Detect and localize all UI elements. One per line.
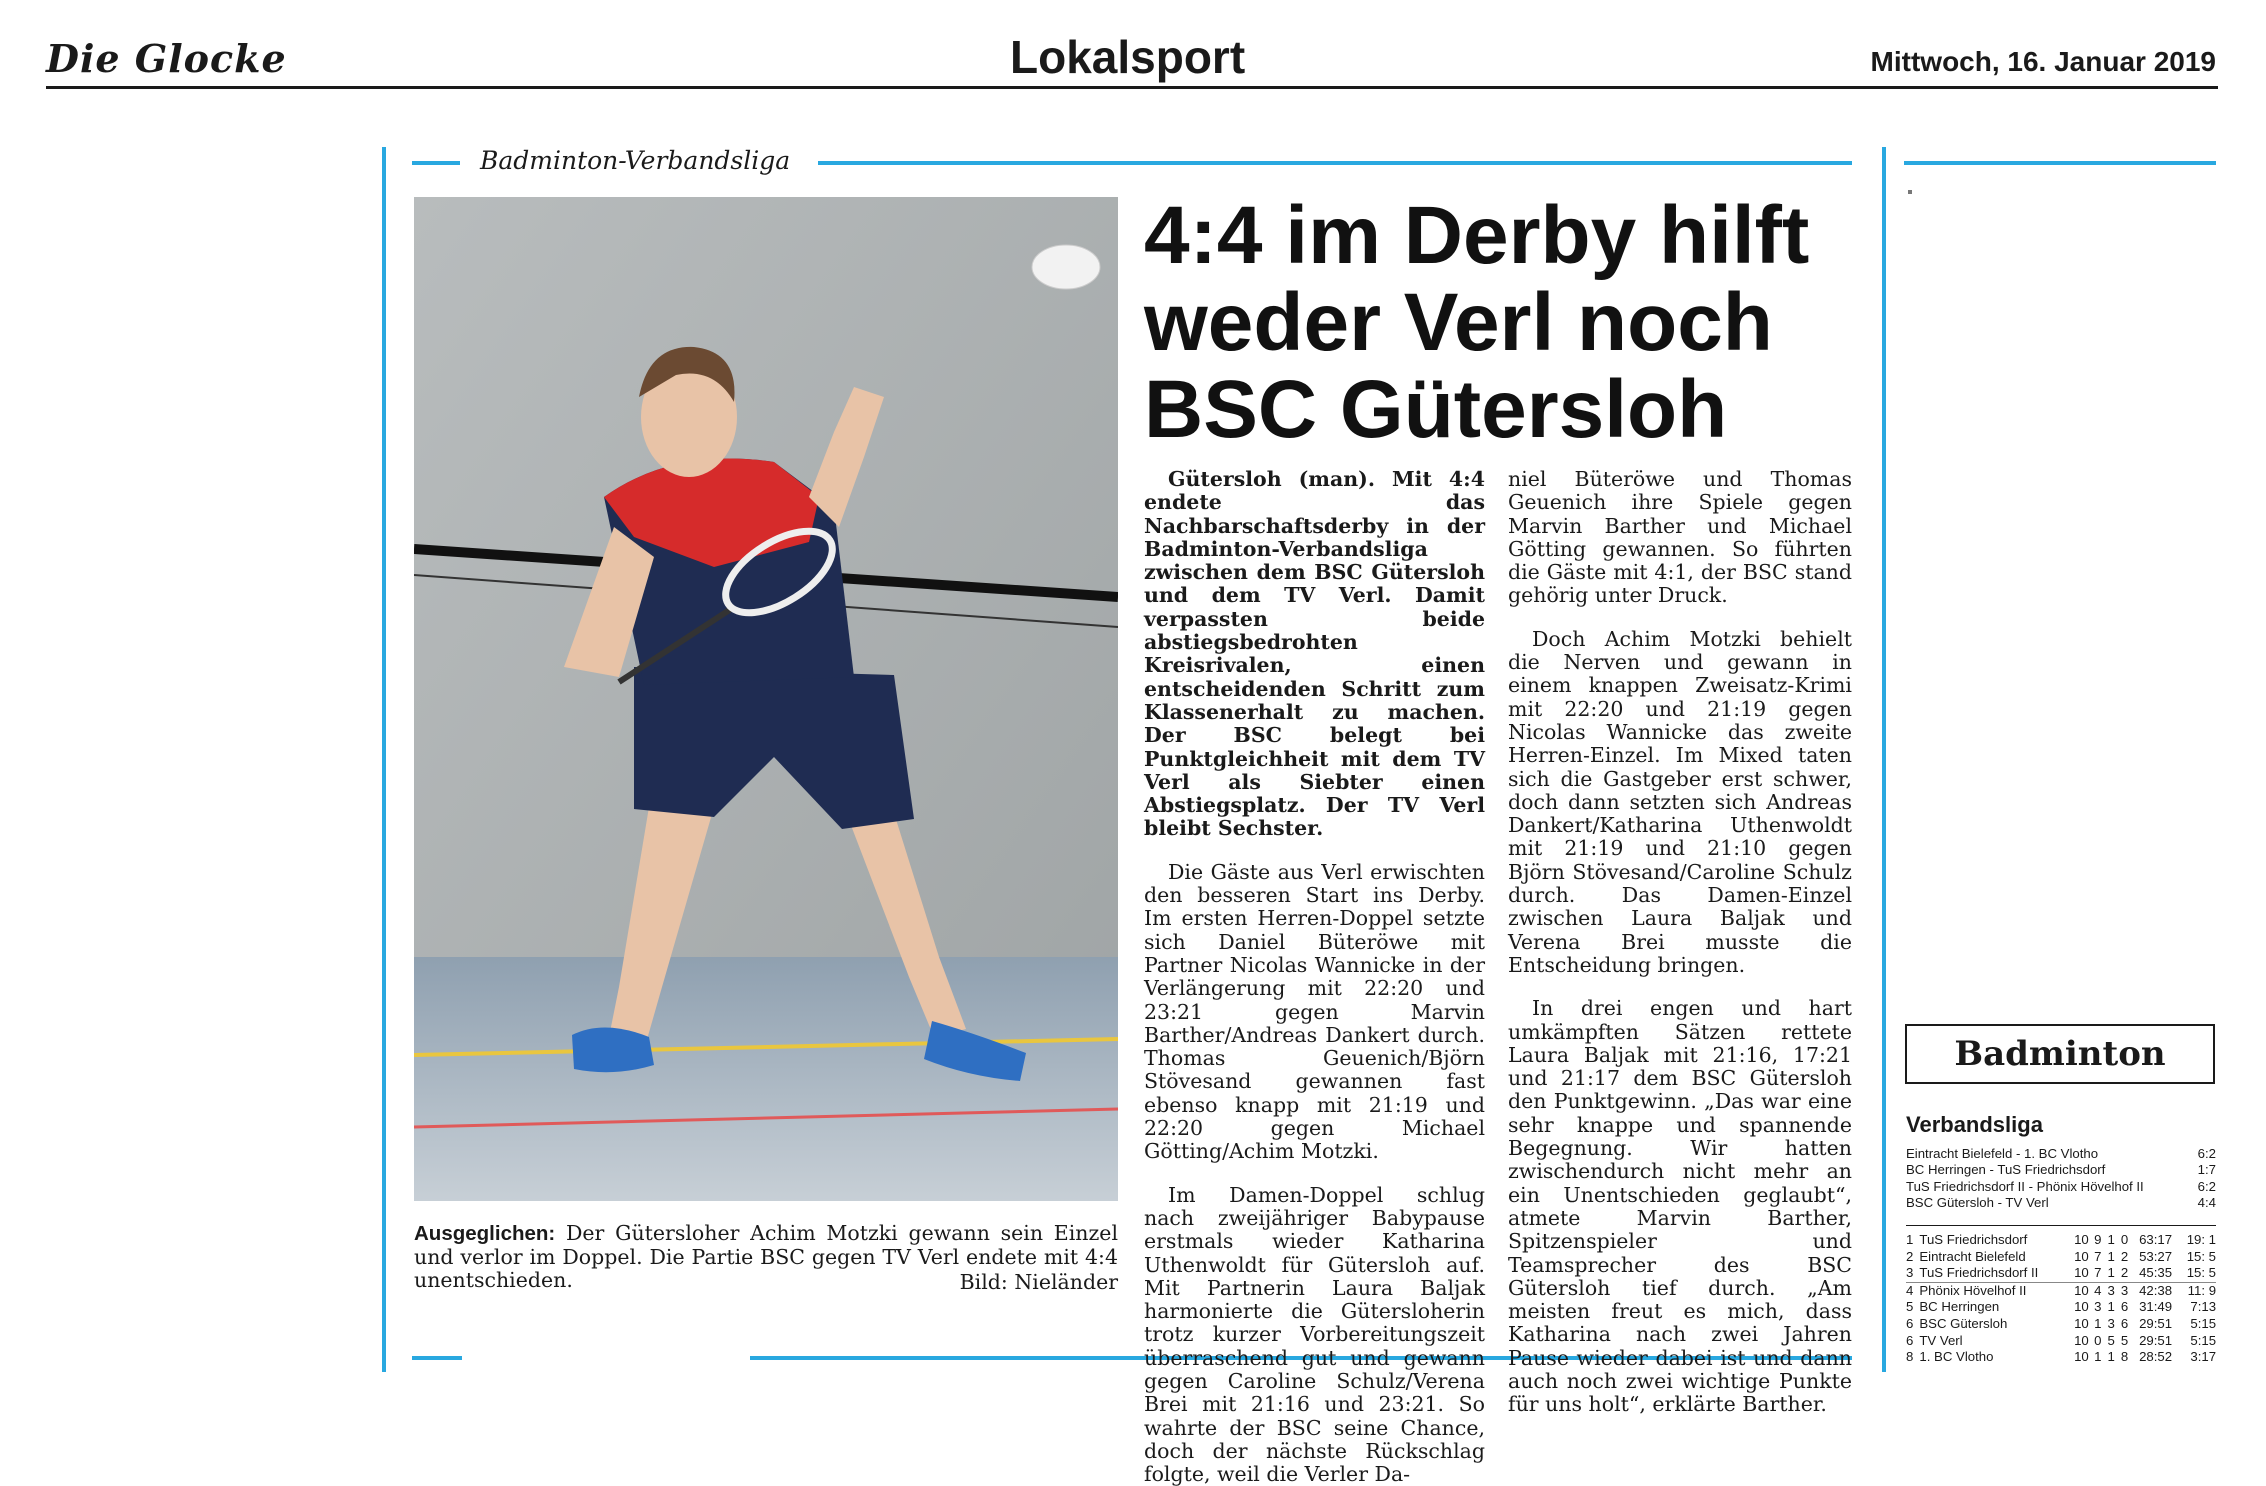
standing-points: 15: 5 bbox=[2186, 1265, 2217, 1281]
standing-losses: 5 bbox=[2120, 1332, 2129, 1348]
standing-wins: 4 bbox=[2094, 1282, 2102, 1298]
standing-wins: 1 bbox=[2094, 1315, 2102, 1331]
standing-points: 5:15 bbox=[2190, 1315, 2217, 1331]
standing-points: 15: 5 bbox=[2186, 1248, 2217, 1264]
standing-wins: 9 bbox=[2094, 1232, 2102, 1247]
standings-row bbox=[1906, 1265, 2216, 1282]
article-column-2 bbox=[1508, 468, 1852, 1417]
standings-row bbox=[1906, 1316, 2216, 1333]
article-paragraph: Doch Achim Motzki behielt die Nerven und gewann in einem knappen Zweisatz-Krimi mit 22:20 und 21:19 gegen Nicolas Wannicke das zweite Herren-Einzel. Im Mixed taten sich die Gastgeber erst schwer, doch dann setzten sich Andreas Dankert/Katharina Uthenwoldt mit 21:19 und 21:10 gegen Björn Stövesand/Caroline Schulz durch. Das Damen-Einzel zwischen Laura Baljak und Verena Brei musste die Entscheidung bringen. bbox=[1508, 626, 1852, 977]
standings-row bbox=[1906, 1299, 2216, 1316]
standing-wins: 7 bbox=[2094, 1248, 2102, 1264]
sidebar-top-rule bbox=[1904, 161, 2216, 165]
header-rule bbox=[46, 86, 2218, 89]
badminton-player-icon bbox=[414, 197, 1118, 1201]
standing-points: 7:13 bbox=[2190, 1299, 2217, 1315]
standing-losses: 2 bbox=[2120, 1248, 2129, 1264]
standing-games: 10 bbox=[2074, 1299, 2089, 1315]
result-match: TuS Friedrichsdorf II - Phönix Hövelhof II bbox=[1906, 1178, 2144, 1194]
standing-team: BSC Gütersloh bbox=[1919, 1315, 2008, 1331]
standing-draws: 3 bbox=[2107, 1315, 2115, 1331]
league-title: Verbandsliga bbox=[1906, 1112, 2043, 1137]
standing-games: 10 bbox=[2074, 1232, 2089, 1247]
standings-row bbox=[1906, 1333, 2216, 1350]
article-lead: Gütersloh (man). Mit 4:4 endete das Nachbarschaftsderby in der Badminton-Verbandsliga zwischen dem BSC Gütersloh und dem TV Verl. Damit verpassten beide abstiegsbedrohten Kreisrivalen, einen entscheidenden Schritt zum Klassenerhalt zu machen. Der BSC belegt bei Punktgleichheit mit dem TV Verl als Siebter einen Abstiegsplatz. Der TV Verl bleibt Sechster. bbox=[1144, 467, 1485, 841]
article-headline bbox=[1144, 192, 1864, 453]
standing-points: 11: 9 bbox=[2187, 1282, 2217, 1298]
standing-team: Phönix Hövelhof II bbox=[1919, 1282, 2027, 1298]
result-row bbox=[1906, 1195, 2216, 1211]
standings-row bbox=[1906, 1232, 2216, 1249]
issue-date: Mittwoch, 16. Januar 2019 bbox=[1870, 46, 2216, 77]
standing-team: 1. BC Vlotho bbox=[1919, 1349, 1994, 1365]
standing-draws: 5 bbox=[2107, 1332, 2115, 1348]
result-match: BSC Gütersloh - TV Verl bbox=[1906, 1194, 2049, 1210]
standing-team: TuS Friedrichsdorf II bbox=[1919, 1265, 2039, 1281]
standing-team: TuS Friedrichsdorf bbox=[1919, 1232, 2028, 1247]
sidebar-dot-marker bbox=[1908, 190, 1912, 194]
result-score: 1:7 bbox=[2197, 1162, 2216, 1178]
standing-pos: 3 bbox=[1906, 1265, 1914, 1281]
standings-table bbox=[1906, 1232, 2216, 1366]
results-list bbox=[1906, 1146, 2216, 1211]
result-row bbox=[1906, 1179, 2216, 1195]
standing-points: 19: 1 bbox=[2186, 1232, 2217, 1247]
kicker-rule-right bbox=[818, 161, 1852, 165]
standing-games: 10 bbox=[2074, 1265, 2089, 1281]
standing-draws: 3 bbox=[2107, 1282, 2115, 1298]
standing-games: 10 bbox=[2074, 1332, 2089, 1348]
result-match: Eintracht Bielefeld - 1. BC Vlotho bbox=[1906, 1146, 2099, 1161]
sport-box: Badminton bbox=[1905, 1024, 2215, 1084]
standing-score: 53:27 bbox=[2139, 1248, 2173, 1264]
bottom-rule-left bbox=[412, 1356, 462, 1360]
caption-text: Der Gütersloher Achim Motzki gewann sein Einzel und verlor im Doppel. Die Partie BSC gegen TV Verl endete mit 4:4 unentschieden. bbox=[414, 1221, 1118, 1292]
standing-score: 29:51 bbox=[2139, 1332, 2173, 1348]
results-divider bbox=[1906, 1225, 2216, 1226]
article-paragraph: Im Damen-Doppel schlug nach zweijähriger Babypause erstmals wieder Katharina Uthenwoldt für Gütersloh auf. Mit Partnerin Laura Baljak harmonierte die Gütersloherin trotz kurzer Vorbereitungszeit überraschend gut und gewann gegen Caroline Schulz/Verena Brei mit 21:16 und 23:21. So wahrte der BSC seine Chance, doch der nächste Rückschlag folgte, weil die Verler Da- bbox=[1144, 1182, 1485, 1486]
standing-wins: 1 bbox=[2094, 1349, 2102, 1365]
standings-row bbox=[1906, 1249, 2216, 1266]
result-row bbox=[1906, 1162, 2216, 1178]
standing-wins: 0 bbox=[2094, 1332, 2102, 1348]
article-column-1 bbox=[1144, 468, 1485, 1486]
standing-games: 10 bbox=[2074, 1349, 2089, 1365]
standing-pos: 6 bbox=[1906, 1315, 1914, 1331]
article-paragraph: In drei engen und hart umkämpften Sätzen rettete Laura Baljak mit 21:16, 17:21 und 21:17 dem BSC Gütersloh den Punktgewinn. „Das war eine sehr knappe und spannende Begegnung. Wir hatten zwischendurch nicht mehr an ein Unentschieden geglaubt“, atmete Marvin Barther, Spitzenspieler und Teamsprecher des BSC Gütersloh tief durch. „Am meisten freut es mich, dass Katharina nach zwei Jahren Pause wieder dabei ist und dann auch noch zwei wichtige Punkte für uns holt“, erklärte Barther. bbox=[1508, 996, 1852, 1417]
result-row bbox=[1906, 1146, 2216, 1162]
standing-score: 31:49 bbox=[2139, 1299, 2173, 1315]
standing-losses: 0 bbox=[2120, 1232, 2129, 1247]
section-title: Lokalsport bbox=[1010, 31, 1246, 83]
article-paragraph: Die Gäste aus Verl erwischten den besseren Start ins Derby. Im ersten Herren-Doppel setzte sich Daniel Büteröwe mit Partner Nicolas Wannicke in der Verlängerung mit 22:20 und 23:21 gegen Marvin Barther/Andreas Dankert durch. Thomas Geuenich/Björn Stövesand gewannen fast ebenso knapp mit 21:19 und 22:20 gegen Michael Götting/Achim Motzki. bbox=[1144, 859, 1485, 1164]
standing-games: 10 bbox=[2074, 1248, 2089, 1264]
standing-score: 29:51 bbox=[2139, 1315, 2173, 1331]
standing-score: 63:17 bbox=[2139, 1232, 2173, 1247]
article-photo bbox=[414, 197, 1118, 1201]
frame-left-rule bbox=[382, 147, 386, 1372]
standing-losses: 2 bbox=[2120, 1265, 2129, 1281]
article-paragraph: niel Büteröwe und Thomas Geuenich ihre Spiele gegen Marvin Barther und Michael Götting gewannen. So führten die Gäste mit 4:1, der BSC stand gehörig unter Druck. bbox=[1508, 467, 1852, 608]
result-score: 6:2 bbox=[2197, 1146, 2216, 1161]
standing-games: 10 bbox=[2074, 1315, 2089, 1331]
headline-line: 4:4 im Derby hilft bbox=[1144, 190, 1810, 281]
standing-points: 3:17 bbox=[2190, 1349, 2217, 1365]
caption-label: Ausgeglichen: bbox=[414, 1222, 556, 1245]
standing-score: 28:52 bbox=[2139, 1349, 2173, 1365]
standing-pos: 4 bbox=[1906, 1282, 1914, 1298]
standing-pos: 1 bbox=[1906, 1232, 1914, 1247]
standing-draws: 1 bbox=[2107, 1265, 2115, 1281]
standing-draws: 1 bbox=[2107, 1232, 2115, 1247]
standing-pos: 8 bbox=[1906, 1349, 1914, 1365]
standing-team: BC Herringen bbox=[1919, 1299, 2000, 1315]
standing-losses: 3 bbox=[2120, 1282, 2129, 1298]
standing-score: 42:38 bbox=[2139, 1282, 2173, 1298]
photo-credit: Bild: Nieländer bbox=[959, 1270, 1118, 1294]
standings-row bbox=[1906, 1282, 2216, 1300]
headline-line: weder Verl noch bbox=[1144, 277, 1773, 368]
standing-pos: 5 bbox=[1906, 1299, 1914, 1315]
standing-team: TV Verl bbox=[1919, 1332, 1963, 1348]
headline-line: BSC Gütersloh bbox=[1144, 364, 1728, 455]
standing-wins: 7 bbox=[2094, 1265, 2102, 1281]
standing-draws: 1 bbox=[2107, 1299, 2115, 1315]
article-kicker: Badminton-Verbandsliga bbox=[480, 146, 791, 175]
standing-draws: 1 bbox=[2107, 1349, 2115, 1365]
standing-losses: 8 bbox=[2120, 1349, 2129, 1365]
frame-right-rule bbox=[1882, 147, 1886, 1372]
kicker-rule-left bbox=[412, 161, 460, 165]
standings-row bbox=[1906, 1349, 2216, 1366]
standing-pos: 6 bbox=[1906, 1332, 1914, 1348]
standing-losses: 6 bbox=[2120, 1315, 2129, 1331]
standing-draws: 1 bbox=[2107, 1248, 2115, 1264]
standing-team: Eintracht Bielefeld bbox=[1919, 1248, 2026, 1264]
standing-score: 45:35 bbox=[2139, 1265, 2173, 1281]
standing-wins: 3 bbox=[2094, 1299, 2102, 1315]
standing-games: 10 bbox=[2074, 1282, 2089, 1298]
result-match: BC Herringen - TuS Friedrichsdorf bbox=[1906, 1162, 2106, 1178]
masthead-logo: Die Glocke bbox=[46, 36, 287, 81]
result-score: 6:2 bbox=[2197, 1178, 2216, 1194]
standing-points: 5:15 bbox=[2190, 1332, 2217, 1348]
standing-losses: 6 bbox=[2120, 1299, 2129, 1315]
standing-pos: 2 bbox=[1906, 1248, 1914, 1264]
result-score: 4:4 bbox=[2197, 1194, 2216, 1210]
